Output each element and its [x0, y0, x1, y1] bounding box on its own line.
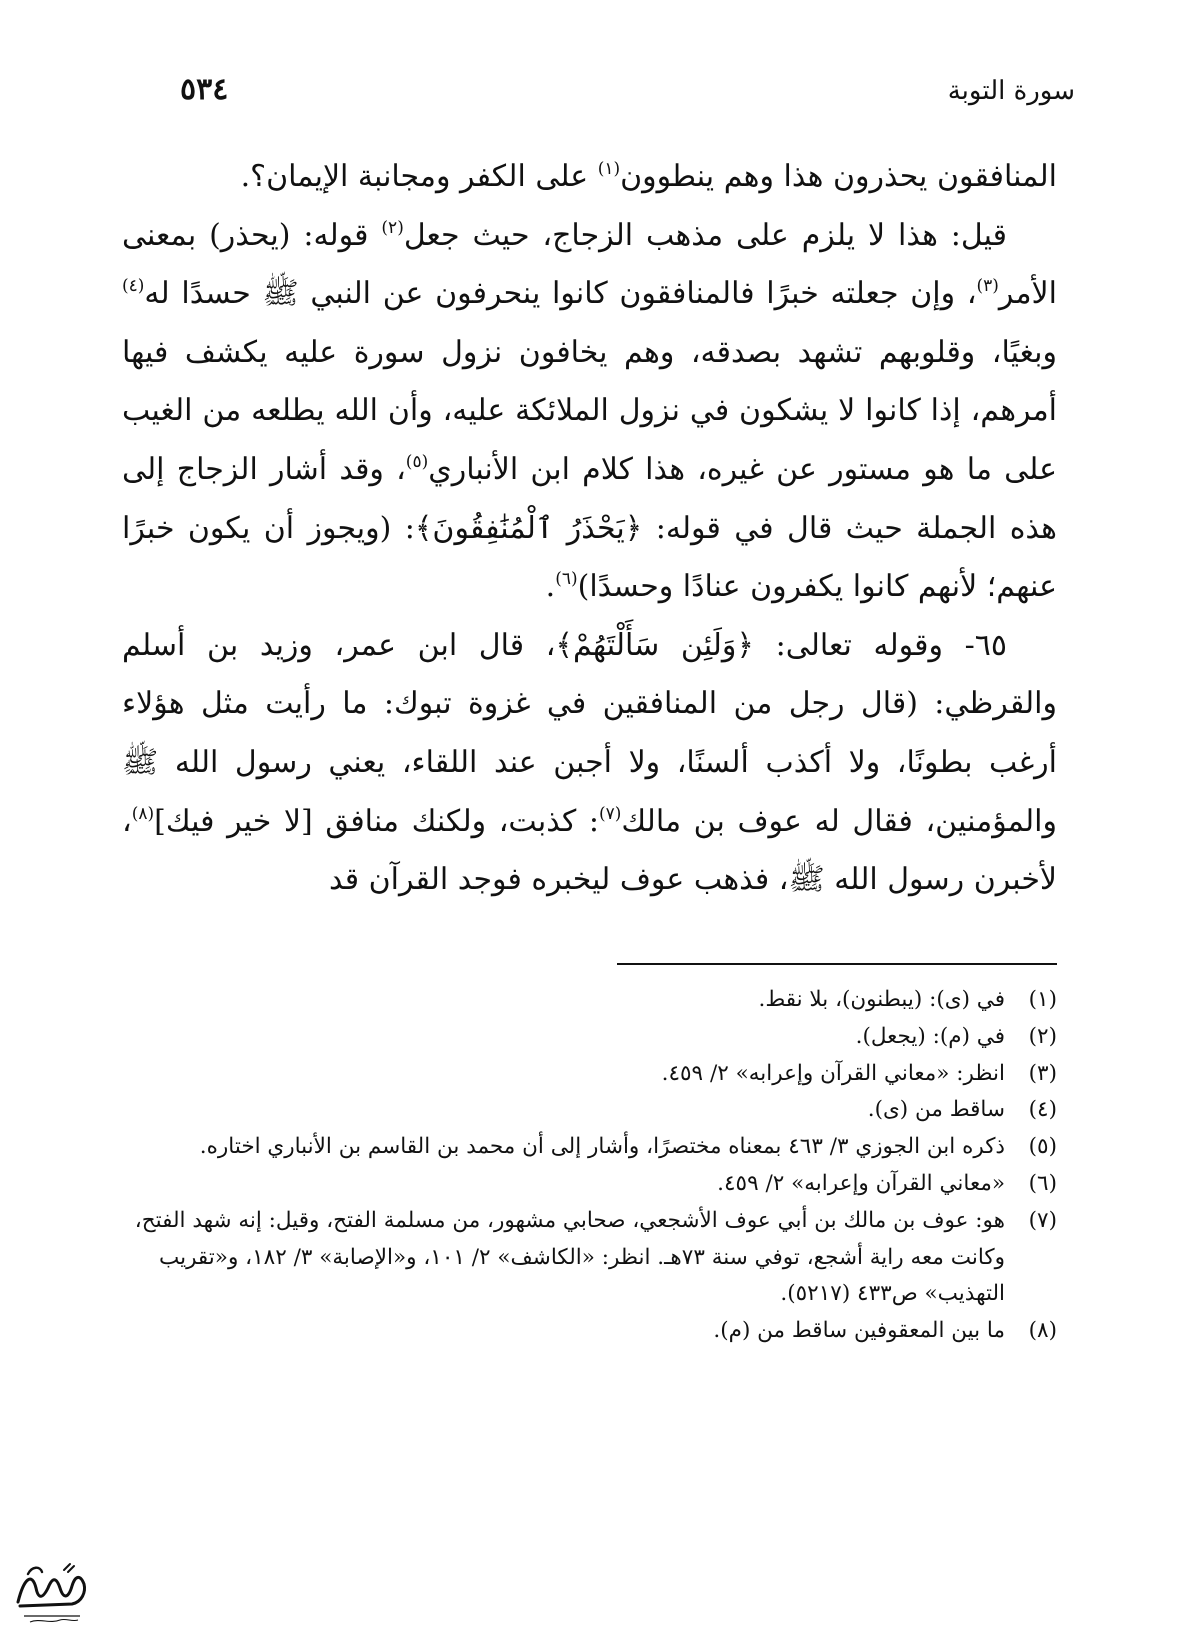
footnote-number: (٧): [1028, 1207, 1057, 1233]
text-run: على الكفر ومجانبة الإيمان؟.: [240, 159, 598, 194]
footnote-text: ساقط من (ى).: [867, 1097, 1005, 1123]
footnote-text: انظر: «معاني القرآن وإعرابه» ٢/ ٤٥٩.: [661, 1060, 1005, 1086]
footnote-number: (٤): [1028, 1097, 1057, 1123]
footnote-text: هو: عوف بن مالك بن أبي عوف الأشجعي، صحابي مشهور، من مسلمة الفتح، وقيل: إنه شهد الفتح، وكانت معه راية أشجع، توفي سنة ٧٣هـ. انظر: «الكاشف» ٢/ ١٠١، و«الإصابة» ٣/ ١٨٢، و«تقريب التهذيب» ص٤٣٣ (٥٢١٧).: [134, 1207, 1005, 1307]
footnote-ref-6: (٦): [555, 569, 578, 590]
footnote-1: [122, 982, 1057, 1019]
footnote-text: ذكره ابن الجوزي ٣/ ٤٦٣ بمعناه مختصرًا، وأشار إلى أن محمد بن القاسم بن الأنباري اختاره.: [199, 1134, 1005, 1160]
footnote-text: في (م): (يجعل).: [855, 1023, 1005, 1049]
footnote-ref-5: (٥): [405, 451, 429, 472]
footnote-number: (٦): [1028, 1170, 1057, 1196]
footnote-ref-7: (٧): [598, 803, 622, 824]
text-run: وبغيًا، وقلوبهم تشهد بصدقه، وهم يخافون نزول سورة عليه يكشف فيها أمرهم، إذا كانوا لا يشكون في نزول الملائكة عليه، وأن الله يطلعه من الغيب على ما هو مستور عن غيره، هذا كلام ابن الأنباري: [122, 334, 1057, 487]
text-run: : (ويجوز أن يكون خبرًا عنهم؛ لأنهم كانوا يكفرون عنادًا وحسدًا): [122, 510, 1057, 605]
footnote-ref-2: (٢): [381, 217, 404, 238]
text-run: ، وإن جعلته خبرًا فالمنافقون كانوا ينحرفون عن النبي ﷺ حسدًا له: [144, 276, 977, 312]
footnote-4: [122, 1092, 1057, 1129]
footnote-6: [122, 1166, 1057, 1203]
footnote-3: [122, 1056, 1057, 1093]
text-run: .: [545, 569, 556, 605]
footnote-ref-4: (٤): [122, 276, 145, 297]
text-run: : كذبت، ولكنك منافق [لا خير فيك]: [154, 803, 599, 839]
text-run: ، وقد أشار الزجاج إلى هذه الجملة حيث قال في قوله:: [122, 451, 1057, 546]
footnote-number: (٨): [1028, 1318, 1057, 1344]
logo-stroke: [64, 1564, 74, 1572]
text-run: ، لأخبرن رسول الله ﷺ، فذهب عوف ليخبره فوجد القرآن قد: [122, 803, 1057, 898]
footnote-7: [122, 1203, 1057, 1313]
surah-title: سورة التوبة: [947, 76, 1075, 106]
quran-quote: ﴿يَحْذَرُ ٱلْمُنَٰفِقُونَ﴾: [414, 510, 643, 546]
footnote-text: في (ى): (يبطنون)، بلا نقط.: [758, 987, 1005, 1012]
footnote-ref-8: (٨): [131, 803, 155, 824]
paragraph-2: [122, 207, 1057, 617]
footnote-ref-1: (١): [597, 159, 621, 179]
footnote-ref-3: (٣): [976, 276, 999, 297]
footnote-number: (٢): [1028, 1023, 1057, 1049]
footnotes-list: [122, 982, 1057, 1350]
logo-stroke: [28, 1568, 42, 1574]
footnote-number: (١): [1028, 987, 1057, 1012]
page-header: [180, 72, 1075, 122]
text-run: قيل: هذا لا يلزم على مذهب الزجاج، حيث جعل: [403, 217, 1007, 253]
footnote-5: [122, 1129, 1057, 1166]
footnote-8: [122, 1313, 1057, 1350]
paragraph-3: [122, 617, 1057, 910]
text-run: ٦٥- وقوله تعالى:: [753, 627, 1008, 663]
calligraphy-logo-drawing: [10, 1558, 92, 1628]
page-number: ٥٣٤: [180, 72, 229, 107]
logo-stroke: [30, 1619, 78, 1622]
text-run: المنافقون يحذرون هذا وهم ينطوون: [620, 159, 1057, 194]
footnote-text: ما بين المعقوفين ساقط من (م).: [713, 1318, 1005, 1344]
footnote-number: (٥): [1028, 1134, 1057, 1160]
footnote-text: «معاني القرآن وإعرابه» ٢/ ٤٥٩.: [717, 1170, 1005, 1196]
main-text: [122, 148, 1057, 910]
calligraphy-logo-icon: [10, 1558, 92, 1628]
logo-stroke: [18, 1577, 85, 1606]
text-run: قوله: (يحذر) بمعنى الأمر: [122, 217, 1057, 312]
footnote-divider: [617, 963, 1057, 965]
footnote-2: [122, 1019, 1057, 1056]
text-run: ، قال ابن عمر، وزيد بن أسلم والقرظي: (قال رجل من المنافقين في غزوة تبوك: ما رأيت مثل هؤلاء أرغب بطونًا، ولا أكذب ألسنًا، ولا أجبن عند اللقاء، يعني رسول الله ﷺ والمؤمنين، فقال له عوف بن مالك: [122, 627, 1057, 839]
paragraph-1: [122, 148, 1057, 207]
footnote-number: (٣): [1028, 1060, 1057, 1086]
quran-quote: ﴿وَلَئِن سَأَلْتَهُمْ﴾: [555, 627, 754, 663]
